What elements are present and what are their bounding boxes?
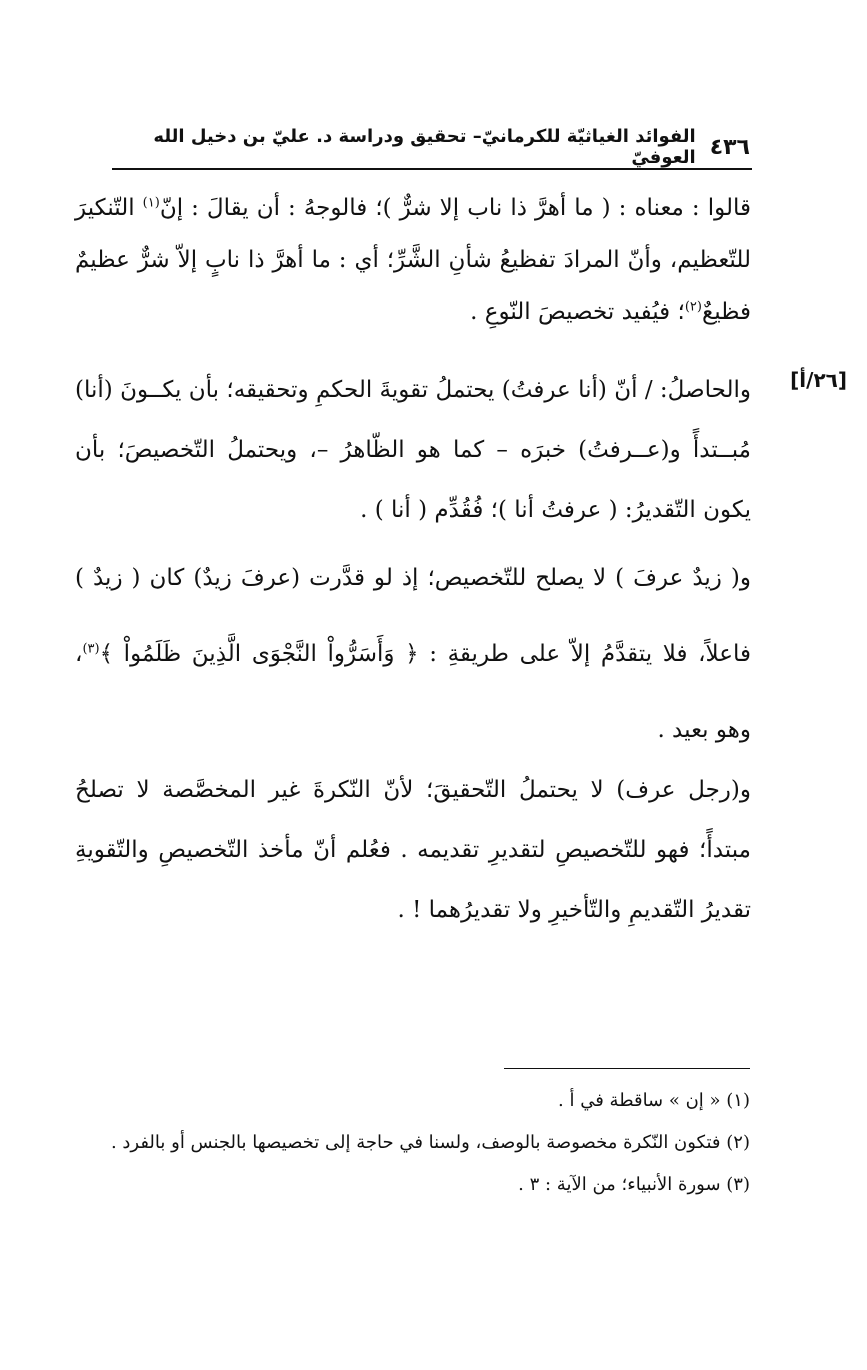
footnote-ref-2: (٢) — [684, 299, 702, 315]
footnote-2: (٢) فتكون النّكرة مخصوصة بالوصف، ولسنا في حاجة إلى تخصيصها بالجنس أو بالفرد . — [110, 1132, 750, 1153]
paragraph-4: و(رجل عرف) لا يحتملُ التّحقيقَ؛ لأنّ النّكرةَ غير المخصَّصة لا تصلحُ مبتدأً؛ فهو للتّخصيصِ لتقديرِ تقديمه . فعُلم أنّ مأخذ التّخصيصِ والتّقويةِ تقديرُ التّقديمِ والتّأخيرِ ولا تقديرُهما ! . — [75, 777, 751, 923]
footnote-1: (١) « إن » ساقطة في أ . — [558, 1090, 750, 1111]
footnote-divider — [504, 1068, 750, 1069]
paragraph-3-text-a: و( زيدٌ عرفَ ) لا يصلح للتّخصيص؛ إذ لو قدَّرت (عرفَ زيدٌ) كان ( زيدٌ ) فاعلاً، فلا يتقدَّمُ إلاّ على طريقةِ : ﴿ وَأَسَرُّواْ النَّجْوَى الَّذِينَ ظَلَمُواْ ﴾ — [75, 565, 751, 667]
paragraph-1-text-a: قالوا : معناه : ( ما أهرَّ ذا ناب إلا شرٌّ )؛ فالوجهُ : أن يقالَ : إنّ — [159, 195, 751, 221]
running-header — [115, 128, 750, 166]
footnote-3: (٣) سورة الأنبياء؛ من الآية : ٣ . — [518, 1174, 750, 1195]
paragraph-3 — [75, 540, 751, 768]
paragraph-1 — [75, 182, 751, 338]
footnotes — [95, 1080, 750, 1206]
paragraph-1-text-c: ؛ فيُفيد تخصيصَ النّوعِ . — [470, 299, 685, 325]
manuscript-folio-ref: [٢٦/أ] — [790, 368, 847, 392]
header-title: الفوائد الغياثيّة للكرمانيّ– تحقيق ودراسة د. عليّ بن دخيل الله العوفيّ — [153, 126, 696, 168]
page-number: ٤٣٦ — [709, 134, 750, 160]
footnote-ref-3: (٣) — [82, 641, 100, 657]
paragraph-2: والحاصلُ: / أنّ (أنا عرفتُ) يحتملُ تقويةَ الحكمِ وتحقيقه؛ بأن يكــونَ (أنا) مُبــتدأً و(عــرفتُ) خبرَه – كما هو الظّاهرُ –، ويحتملُ التّخصيصَ؛ بأن يكون التّقديرُ: ( عرفتُ أنا )؛ فُقُدِّم ( أنا ) . — [75, 377, 751, 523]
header-divider — [112, 168, 752, 170]
footnote-ref-1: (١) — [142, 195, 160, 211]
paragraph-3-text-b: ، وهو بعيد . — [75, 641, 751, 743]
paragraph-1-text-b: التّنكيرَ للتّعظيم، وأنّ المرادَ تفظيعُ شأنِ الشَّرِّ؛ أي : ما أهرَّ ذا نابٍ إلاّ شرٌّ عظيمٌ فظيعٌ — [75, 195, 751, 325]
